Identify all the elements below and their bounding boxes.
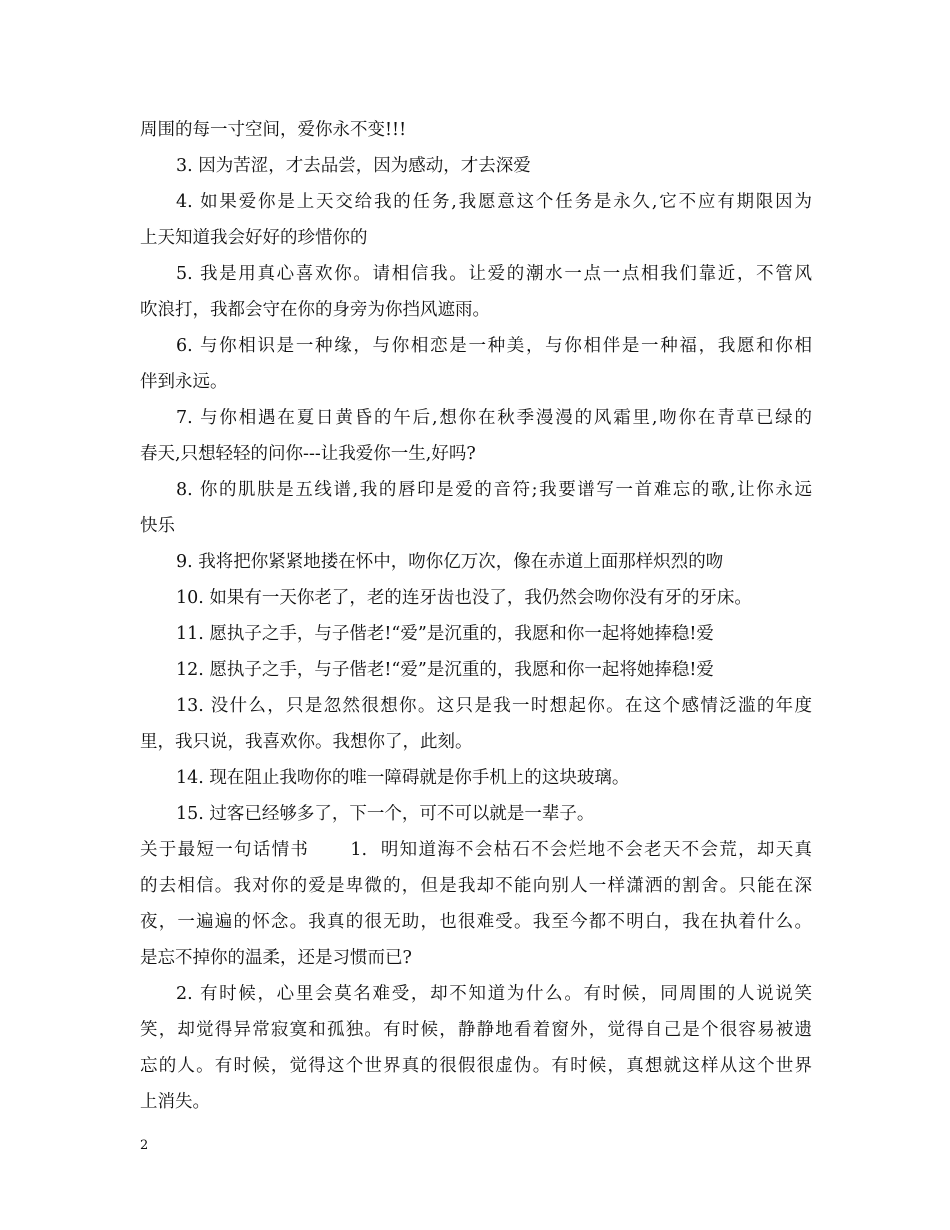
- text-line: 15. 过客已经够多了，下一个，可不可以就是一辈子。: [176, 804, 595, 824]
- text-line: 周围的每一寸空间，爱你永不变!!!: [140, 120, 407, 140]
- text-line: 2. 有时候，心里会莫名难受，却不知道为什么。有时候，同周围的人说说笑: [176, 984, 812, 1004]
- text-line: 7. 与你相遇在夏日黄昏的午后,想你在秋季漫漫的风霜里,吻你在青草已绿的: [176, 408, 812, 428]
- text-line: 春天,只想轻轻的问你---让我爱你一生,好吗?: [140, 444, 476, 464]
- text-line: 6. 与你相识是一种缘，与你相恋是一种美，与你相伴是一种福，我愿和你相: [176, 336, 812, 356]
- text-line: 上天知道我会好好的珍惜你的: [140, 228, 368, 248]
- text-line: 11. 愿执子之手，与子偕老!“爱”是沉重的，我愿和你一起将她捧稳!爱: [176, 624, 714, 644]
- text-line: 里，我只说，我喜欢你。我想你了，此刻。: [140, 732, 473, 752]
- text-line: 14. 现在阻止我吻你的唯一障碍就是你手机上的这块玻璃。: [176, 768, 630, 788]
- text-line: 8. 你的肌肤是五线谱,我的唇印是爱的音符;我要谱写一首难忘的歌,让你永远: [176, 480, 812, 500]
- text-line: 4. 如果爱你是上天交给我的任务,我愿意这个任务是永久,它不应有期限因为: [176, 192, 812, 212]
- text-line: 3. 因为苦涩，才去品尝，因为感动，才去深爱: [176, 156, 531, 176]
- section-heading-line: 关于最短一句话情书 1. 明知道海不会枯石不会烂地不会老天不会荒，却天真: [140, 840, 812, 860]
- text-line: 是忘不掉你的温柔，还是习惯而已?: [140, 948, 412, 968]
- text-line: 忘的人。有时候，觉得这个世界真的很假很虚伪。有时候，真想就这样从这个世界: [140, 1056, 812, 1076]
- text-line: 5. 我是用真心喜欢你。请相信我。让爱的潮水一点一点相我们靠近，不管风: [176, 264, 812, 284]
- text-line: 10. 如果有一天你老了，老的连牙齿也没了，我仍然会吻你没有牙的牙床。: [176, 588, 752, 608]
- text-line: 快乐: [140, 516, 175, 536]
- text-line: 的去相信。我对你的爱是卑微的，但是我却不能向别人一样潇洒的割舍。只能在深: [140, 876, 812, 896]
- text-line: 夜，一遍遍的怀念。我真的很无助，也很难受。我至今都不明白，我在执着什么。: [140, 912, 812, 932]
- text-line: 吹浪打，我都会守在你的身旁为你挡风遮雨。: [140, 300, 490, 320]
- text-line: 9. 我将把你紧紧地搂在怀中，吻你亿万次，像在赤道上面那样炽烈的吻: [176, 552, 724, 572]
- text-line: 上消失。: [140, 1092, 210, 1112]
- text-line: 伴到永远。: [140, 372, 228, 392]
- text-line: 12. 愿执子之手，与子偕老!“爱”是沉重的，我愿和你一起将她捧稳!爱: [176, 660, 714, 680]
- page-number: 2: [140, 1138, 149, 1153]
- text-line: 13. 没什么，只是忽然很想你。这只是我一时想起你。在这个感情泛滥的年度: [176, 696, 812, 716]
- text-line: 笑，却觉得异常寂寞和孤独。有时候，静静地看着窗外，觉得自己是个很容易被遗: [140, 1020, 812, 1040]
